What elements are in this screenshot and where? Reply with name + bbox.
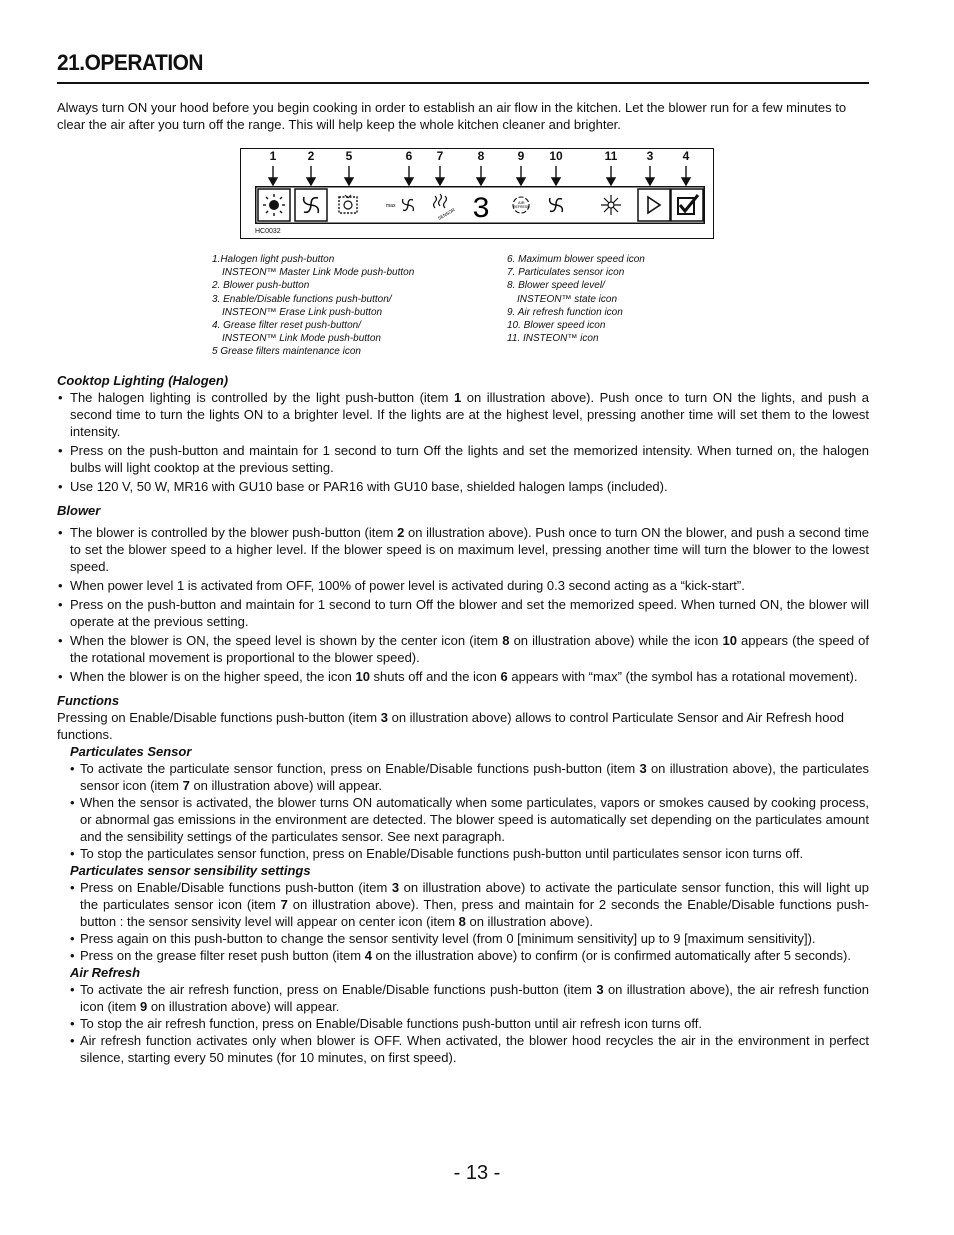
air-refresh-icon (513, 197, 530, 213)
legend-item: 10. Blower speed icon (507, 320, 606, 332)
list-item: • Press again on this push-button to change the sensor sentivity level (from 0 [minimum sensitivity] up to 9 [maximum sensitivity]). (57, 930, 869, 947)
legend-item: 7. Particulates sensor icon (507, 267, 625, 279)
callout-number: 11 (604, 149, 618, 163)
section-heading-blower: Blower (57, 503, 101, 518)
legend-item: 5 Grease filters maintenance icon (212, 346, 361, 358)
list-item: • Press on the push-button and maintain for 1 second to turn Off the lights and set the memorized intensity. When turned on, the halogen bulbs will light cooktop at the previous setting. (57, 442, 869, 476)
blower-icon (295, 189, 327, 221)
legend-item: 4. Grease filter reset push-button/ (212, 320, 361, 332)
legend-item: 6. Maximum blower speed icon (507, 254, 645, 265)
list-item: • To activate the air refresh function, press on Enable/Disable functions push-button (item 3 on illustration above), the air refresh function icon (item 9 on illustration above) will appear. (57, 981, 869, 1015)
intro-paragraph: Always turn ON your hood before you begin cooking in order to establish an air flow in the kitchen. Let the blower run for a few minutes to clear the air after you turn off the range. This will help keep the whole kitchen cleaner and brighter. (57, 100, 847, 132)
legend-item: 3. Enable/Disable functions push-button/ (212, 293, 392, 305)
callout-number: 10 (549, 149, 563, 163)
list-item: • Air refresh function activates only when blower is OFF. When activated, the blower hood recycles the air in the environment in perfect silence, starting every 50 minutes (for 10 minutes, on first speed). (57, 1032, 869, 1066)
list-item: • Press on Enable/Disable functions push-button (item 3 on illustration above) to activate the particulate sensor function, this will light up the particulates sensor icon (item 7 on illustration above). Then, press and maintain for 2 seconds the Enable/Disable functions push-button : the sensor sensivity level will appear on center icon (item 8 on illustration above). (57, 879, 869, 930)
air-label: AIR (518, 200, 525, 205)
legend-item: 8. Blower speed level/ (507, 280, 605, 292)
legend-left (212, 253, 414, 359)
legend-item: INSTEON™ Erase Link push-button (222, 306, 383, 318)
figure-code: HC0032 (255, 228, 281, 235)
list-item: • The halogen lighting is controlled by the light push-button (item 1 on illustration above). Push once to turn ON the lights, and push a second time to turn the lights ON to a brighter level. If the lights are at the highest level, pressing another time will set them to the lowest intensity. (57, 389, 869, 440)
grease-filter-icon (339, 195, 357, 213)
blower-speed-icon (550, 198, 563, 212)
page-title: 21.OPERATION (57, 50, 204, 75)
max-speed-icon (386, 199, 413, 211)
subheading-air-refresh: Air Refresh (70, 965, 141, 980)
filter-reset-icon (671, 189, 703, 221)
insteon-icon (601, 195, 621, 215)
list-item: • To stop the air refresh function, press on Enable/Disable functions push-button until air refresh icon turns off. (57, 1015, 869, 1032)
button-strip (255, 186, 705, 224)
enable-disable-icon (638, 189, 670, 221)
refresh-label: REFRESH (513, 205, 530, 209)
callout-number: 3 (646, 149, 654, 163)
callout-number: 7 (436, 149, 444, 163)
list-item: • When the blower is ON, the speed level is shown by the center icon (item 8 on illustration above) while the icon 10 appears (the speed of the rotational movement is proportional to the blower speed). (57, 632, 869, 666)
callout-number: 6 (405, 149, 413, 163)
list-item: • Press on the grease filter reset push button (item 4 on the illustration above) to confirm (or is confirmed automatically after 5 seconds). (57, 947, 869, 964)
legend-item: 1.Halogen light push-button (212, 254, 335, 265)
list-item: • Press on the push-button and maintain for 1 second to turn Off the blower and set the memorized speed. When turned ON, the blower will operate at the previous setting. (57, 596, 869, 630)
list-item: • When the blower is on the higher speed, the icon 10 shuts off and the icon 6 appears with “max” (the symbol has a rotational movement). (57, 668, 869, 685)
callout-number: 4 (682, 149, 690, 163)
legend-item: 11. INSTEON™ icon (507, 333, 599, 345)
list-item: • Use 120 V, 50 W, MR16 with GU10 base or PAR16 with GU10 base, shielded halogen lamps (included). (57, 478, 869, 495)
callout-arrows (241, 163, 715, 187)
list-item: • To activate the particulate sensor function, press on Enable/Disable functions push-button (item 3 on illustration above), the particulates sensor icon (item 7 on illustration above) will appear. (57, 760, 869, 794)
subheading-sensibility-settings: Particulates sensor sensibility settings (70, 863, 311, 878)
list-item: • When the sensor is activated, the blower turns ON automatically when some particulates, vapors or smokes caused by cooking process, or abnormal gas emissions in the environment are detected. The blower speed is automatically set depending on the particulates amount and the sensibility settings of the particulates sensor. See next paragraph. (57, 794, 869, 845)
subheading-particulates-sensor: Particulates Sensor (70, 744, 192, 759)
section-heading-cooktop: Cooktop Lighting (Halogen) (57, 373, 229, 388)
legend-item: INSTEON™ state icon (517, 293, 618, 305)
operation-body (57, 372, 869, 1066)
list-item: • To stop the particulates sensor function, press on Enable/Disable functions push-button until particulates sensor icon turns off. (57, 845, 869, 862)
list-item: • When power level 1 is activated from OFF, 100% of power level is activated during 0.3 second acting as a “kick-start”. (57, 577, 869, 594)
legend-right (507, 253, 645, 345)
callout-number: 1 (269, 149, 277, 163)
halogen-light-icon (258, 189, 290, 221)
section-heading-functions: Functions (57, 693, 120, 708)
control-panel-figure (240, 148, 714, 239)
list-item: • The blower is controlled by the blower push-button (item 2 on illustration above). Push once to turn ON the blower, and push a second time to set the blower speed to a higher level. If the blower speed is on maximum level, pressing another time will turn the blower to the lowest speed. (57, 524, 869, 575)
title-rule (57, 82, 869, 84)
max-label: max (386, 203, 396, 209)
sensor-label: SENSOR (436, 207, 456, 221)
page-number: - 13 - (453, 1162, 501, 1184)
callout-number: 5 (345, 149, 353, 163)
speed-level-digit: 3 (472, 193, 491, 224)
legend-item: 9. Air refresh function icon (507, 306, 623, 318)
callout-number: 2 (307, 149, 315, 163)
callout-number: 9 (517, 149, 525, 163)
legend-item: INSTEON™ Master Link Mode push-button (222, 267, 415, 279)
functions-paragraph: Pressing on Enable/Disable functions push-button (item 3 on illustration above) allows to control Particulate Sensor and Air Refresh hood functions. (57, 710, 844, 742)
legend-item: 2. Blower push-button (212, 280, 310, 292)
particulates-sensor-icon (434, 194, 457, 221)
legend-item: INSTEON™ Link Mode push-button (222, 333, 381, 345)
callout-number: 8 (477, 149, 485, 163)
